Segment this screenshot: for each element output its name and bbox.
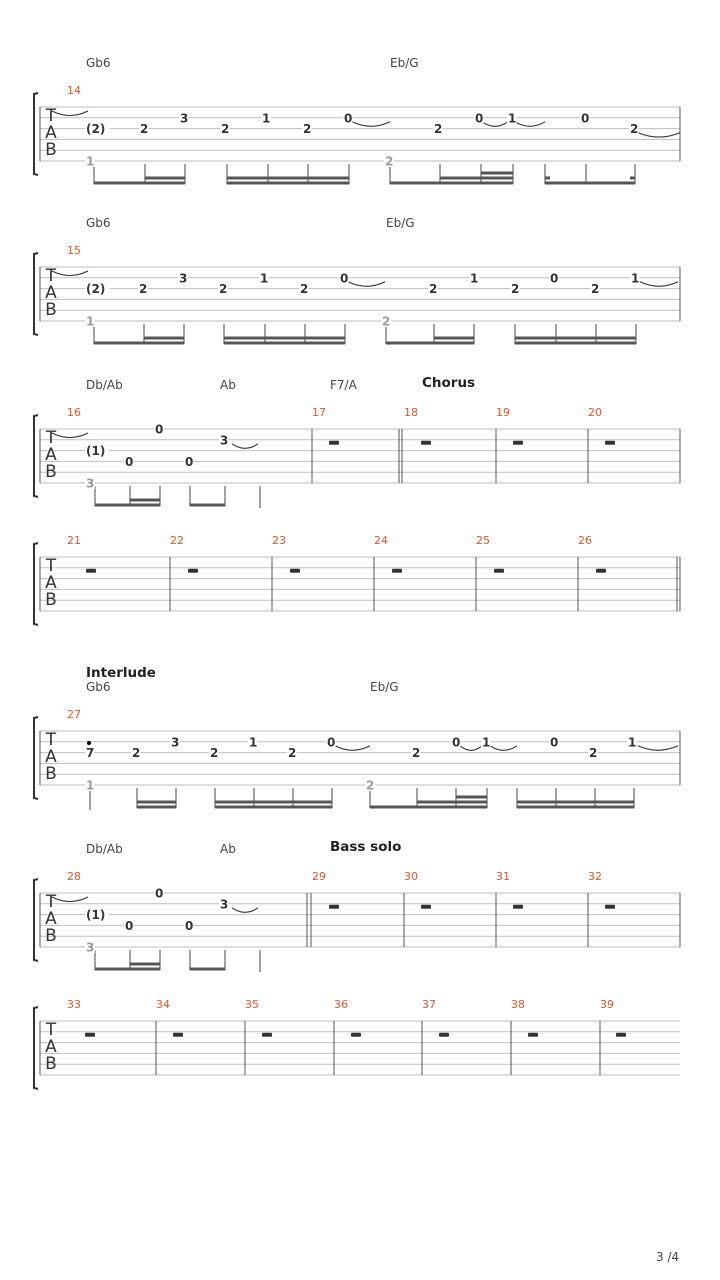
system-brace <box>34 543 38 625</box>
fret-number: 0 <box>581 111 590 126</box>
whole-rest <box>351 1033 361 1037</box>
measure-number: 26 <box>578 534 592 547</box>
fret-number: 2 <box>630 122 639 137</box>
fret-number: 0 <box>327 735 336 750</box>
whole-rest <box>605 441 615 445</box>
measure-number: 37 <box>422 998 436 1011</box>
accent-dot <box>87 741 91 745</box>
tie-arc <box>52 271 88 276</box>
measure-number: 16 <box>67 406 81 419</box>
tie-arc <box>335 746 370 751</box>
bass-fret-number: 1 <box>86 778 95 793</box>
whole-rest <box>290 569 300 573</box>
measure-number: 27 <box>67 708 81 721</box>
tie-arc <box>232 908 258 913</box>
tie-arc <box>232 444 258 449</box>
whole-rest <box>173 1033 183 1037</box>
whole-rest <box>421 905 431 909</box>
fret-number: 0 <box>452 735 461 750</box>
tie-arc <box>638 133 680 138</box>
chord-name: Eb/G <box>370 680 399 694</box>
fret-number: 2 <box>591 282 600 297</box>
tab-clef-letter: A <box>45 747 57 767</box>
fret-number: (1) <box>86 908 106 923</box>
tie-arc <box>52 433 88 438</box>
whole-rest <box>616 1033 626 1037</box>
tab-clef-letter: A <box>45 909 57 929</box>
tab-clef-letter: A <box>45 123 57 143</box>
whole-rest <box>262 1033 272 1037</box>
fret-number: 3 <box>220 433 229 448</box>
fret-number: 0 <box>155 886 164 901</box>
chord-name: Db/Ab <box>86 378 123 392</box>
bass-fret-number: 2 <box>366 778 375 793</box>
fret-number: 1 <box>482 735 491 750</box>
bass-fret-number: 2 <box>382 314 391 329</box>
chord-name: Gb6 <box>86 56 111 70</box>
chord-name: Db/Ab <box>86 842 123 856</box>
fret-number: 1 <box>628 735 637 750</box>
measure-number: 28 <box>67 870 81 883</box>
measure-number: 30 <box>404 870 418 883</box>
fret-number: 0 <box>550 271 559 286</box>
fret-number: 3 <box>180 111 189 126</box>
fret-number: 0 <box>475 111 484 126</box>
measure-number: 31 <box>496 870 510 883</box>
whole-rest <box>439 1033 449 1037</box>
fret-number: 0 <box>550 735 559 750</box>
measure-number: 32 <box>588 870 602 883</box>
fret-number: 2 <box>412 746 421 761</box>
measure-number: 21 <box>67 534 81 547</box>
chord-name: Ab <box>220 378 236 392</box>
measure-number: 38 <box>511 998 525 1011</box>
system-brace <box>34 415 38 497</box>
fret-number: 2 <box>429 282 438 297</box>
measure-number: 25 <box>476 534 490 547</box>
tab-clef-letter: T <box>45 556 57 576</box>
tab-clef-letter: B <box>45 590 57 610</box>
tie-arc <box>352 122 390 127</box>
fret-number: 3 <box>179 271 188 286</box>
tab-clef-letter: T <box>45 106 57 126</box>
tab-clef-letter: A <box>45 573 57 593</box>
system-brace <box>34 879 38 961</box>
fret-number: 2 <box>511 282 520 297</box>
fret-number: 1 <box>249 735 258 750</box>
fret-number: 1 <box>262 111 271 126</box>
tab-clef-letter: B <box>45 462 57 482</box>
whole-rest <box>513 441 523 445</box>
measure-number: 22 <box>170 534 184 547</box>
page-number: 3 /4 <box>656 1250 680 1264</box>
whole-rest <box>528 1033 538 1037</box>
system-brace <box>34 93 38 175</box>
system-brace <box>34 253 38 335</box>
fret-number: 2 <box>434 122 443 137</box>
chord-name: Ab <box>220 842 236 856</box>
whole-rest <box>86 569 96 573</box>
whole-rest <box>513 905 523 909</box>
whole-rest <box>329 905 339 909</box>
section-label: Bass solo <box>330 839 402 855</box>
tab-clef-letter: A <box>45 283 57 303</box>
section-label: Chorus <box>422 375 476 391</box>
measure-number: 24 <box>374 534 388 547</box>
whole-rest <box>596 569 606 573</box>
tie-arc <box>490 746 517 751</box>
fret-number: 1 <box>470 271 479 286</box>
measure-number: 18 <box>404 406 418 419</box>
whole-rest <box>421 441 431 445</box>
fret-number: 2 <box>288 746 297 761</box>
fret-number: 2 <box>219 282 228 297</box>
fret-number: 2 <box>132 746 141 761</box>
whole-rest <box>494 569 504 573</box>
fret-number: 2 <box>140 122 149 137</box>
tab-clef-letter: B <box>45 926 57 946</box>
fret-number: 2 <box>589 746 598 761</box>
measure-number: 17 <box>312 406 326 419</box>
fret-number: 1 <box>631 271 640 286</box>
tab-clef-letter: T <box>45 1020 57 1040</box>
bass-fret-number: 3 <box>86 476 95 491</box>
whole-rest <box>605 905 615 909</box>
tab-clef-letter: B <box>45 764 57 784</box>
measure-number: 33 <box>67 998 81 1011</box>
measure-number: 23 <box>272 534 286 547</box>
measure-number: 34 <box>156 998 170 1011</box>
fret-number: 1 <box>260 271 269 286</box>
tab-clef-letter: A <box>45 445 57 465</box>
chord-name: Gb6 <box>86 680 111 694</box>
tie-arc <box>52 111 88 116</box>
tie-arc <box>52 897 88 902</box>
whole-rest <box>392 569 402 573</box>
fret-number: (1) <box>86 444 106 459</box>
fret-number: 2 <box>300 282 309 297</box>
fret-number: 0 <box>185 918 194 933</box>
bass-fret-number: 2 <box>385 154 394 169</box>
tab-clef-letter: B <box>45 140 57 160</box>
fret-number: 0 <box>125 454 134 469</box>
bass-fret-number: 3 <box>86 940 95 955</box>
tie-arc <box>348 282 385 287</box>
measure-number: 20 <box>588 406 602 419</box>
tie-arc <box>515 122 545 127</box>
tab-clef-letter: T <box>45 428 57 448</box>
fret-number: 2 <box>210 746 219 761</box>
measure-number: 35 <box>245 998 259 1011</box>
tie-arc <box>638 746 678 751</box>
fret-number: 2 <box>303 122 312 137</box>
fret-number: 0 <box>155 422 164 437</box>
chord-name: Eb/G <box>390 56 419 70</box>
measure-number: 19 <box>496 406 510 419</box>
fret-number: 0 <box>340 271 349 286</box>
tab-clef-letter: T <box>45 730 57 750</box>
whole-rest <box>329 441 339 445</box>
fret-number: 0 <box>185 454 194 469</box>
tab-clef-letter: B <box>45 300 57 320</box>
fret-number: 2 <box>139 282 148 297</box>
bass-fret-number: 1 <box>86 154 95 169</box>
measure-number: 29 <box>312 870 326 883</box>
fret-number: 0 <box>344 111 353 126</box>
system-brace <box>34 1007 38 1089</box>
chord-name: F7/A <box>330 378 357 392</box>
fret-number: (2) <box>86 122 106 137</box>
chord-name: Eb/G <box>386 216 415 230</box>
fret-number: 2 <box>221 122 230 137</box>
whole-rest <box>188 569 198 573</box>
system-brace <box>34 717 38 799</box>
fret-number: (2) <box>86 282 106 297</box>
measure-number: 36 <box>334 998 348 1011</box>
fret-number: 1 <box>508 111 517 126</box>
section-label: Interlude <box>86 665 156 681</box>
tab-clef-letter: T <box>45 266 57 286</box>
chord-name: Gb6 <box>86 216 111 230</box>
measure-number: 39 <box>600 998 614 1011</box>
fret-number: 3 <box>171 735 180 750</box>
bass-fret-number: 1 <box>86 314 95 329</box>
measure-number: 15 <box>67 244 81 257</box>
fret-number: 7 <box>86 746 95 761</box>
fret-number: 0 <box>125 918 134 933</box>
tie-arc <box>460 746 482 751</box>
tab-clef-letter: A <box>45 1037 57 1057</box>
tab-clef-letter: T <box>45 892 57 912</box>
tie-arc <box>482 122 508 127</box>
measure-number: 14 <box>67 84 81 97</box>
whole-rest <box>85 1033 95 1037</box>
tie-arc <box>640 282 678 287</box>
fret-number: 3 <box>220 897 229 912</box>
tab-clef-letter: B <box>45 1054 57 1074</box>
